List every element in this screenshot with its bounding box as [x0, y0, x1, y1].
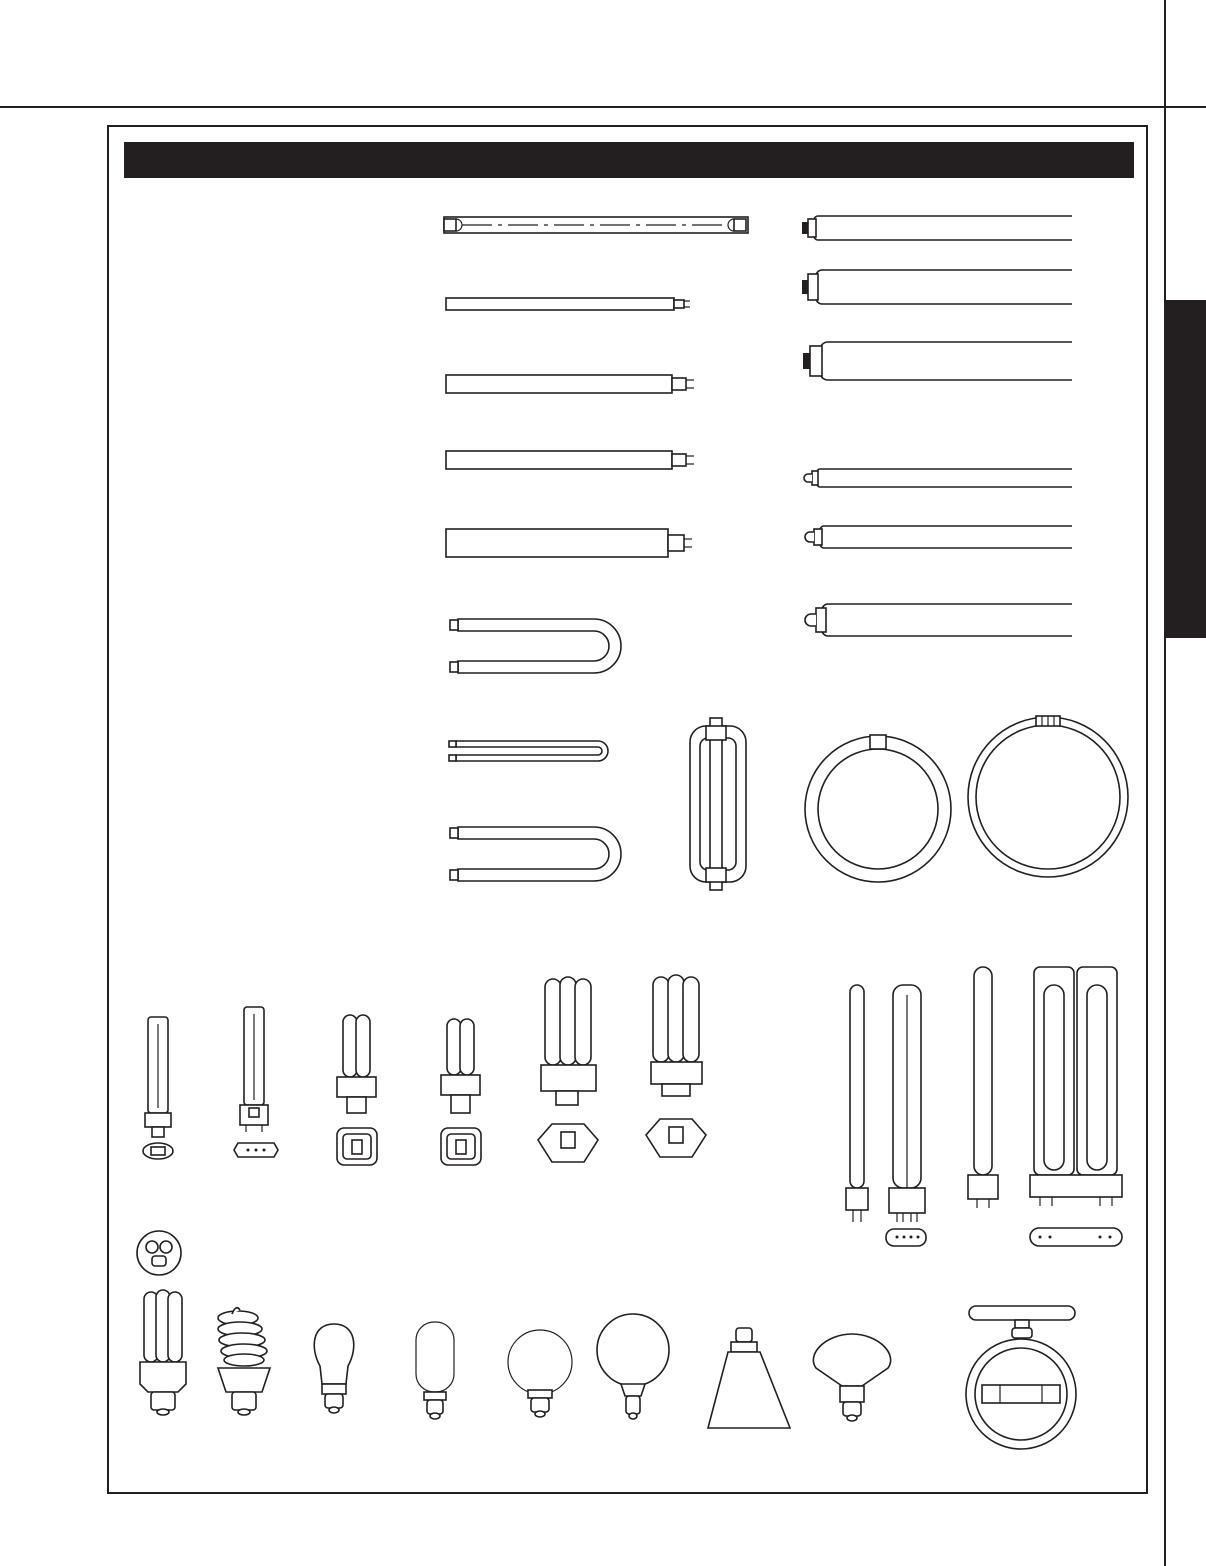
cfl-quad-2pin-icon	[337, 1015, 377, 1165]
cfl-2pin-single-icon	[143, 1017, 173, 1159]
recessed-dc-tube-large-icon	[803, 342, 1072, 380]
linear-tube-t8-icon	[446, 375, 694, 393]
cfl-reflector-r-icon	[813, 1334, 890, 1421]
linear-tube-t8b-icon	[446, 451, 694, 469]
long-twin-tube-small-icon	[846, 985, 868, 1222]
long-single-tube-icon	[968, 967, 998, 1208]
long-quad-tube-icon	[1030, 967, 1122, 1246]
single-pin-tube-large-icon	[805, 604, 1072, 636]
cfl-reflector-par-icon	[708, 1328, 790, 1428]
u-bent-tube-narrow-icon	[449, 741, 608, 761]
recessed-dc-tube-medium-icon	[802, 270, 1072, 304]
base-pin-layout-icon	[137, 1231, 181, 1275]
linear-tube-t5-icon	[446, 298, 690, 310]
u-bent-tube-wide-icon	[450, 619, 621, 673]
circline-lamp-icon	[805, 735, 951, 882]
cfl-triple-screwbase-icon	[140, 1290, 186, 1415]
cfl-globe-large-icon	[597, 1314, 669, 1419]
circline-lamp-t5-icon	[968, 716, 1128, 877]
single-pin-tube-small-icon	[804, 469, 1072, 487]
recessed-dc-tube-small-icon	[802, 216, 1072, 240]
cfl-quad-4pin-icon	[441, 1019, 481, 1165]
linear-tube-t12-icon	[446, 529, 692, 557]
long-twin-tube-4pin-icon	[886, 985, 926, 1246]
induction-lamp-icon	[690, 718, 746, 890]
cfl-a-lamp-icon	[314, 1324, 354, 1413]
cfl-spiral-icon	[218, 1308, 270, 1415]
linear-tube-dashed-icon	[444, 217, 748, 233]
single-pin-tube-medium-icon	[805, 526, 1072, 548]
cfl-2pin-single-b-icon	[234, 1007, 278, 1157]
u-bent-tube-medium-icon	[450, 827, 621, 881]
cfl-triple-4pin-icon	[646, 975, 706, 1157]
cfl-triple-hex-icon	[538, 977, 598, 1162]
circline-fixture-icon	[966, 1306, 1076, 1449]
cfl-t-lamp-icon	[416, 1322, 454, 1419]
cfl-globe-small-icon	[508, 1330, 572, 1417]
